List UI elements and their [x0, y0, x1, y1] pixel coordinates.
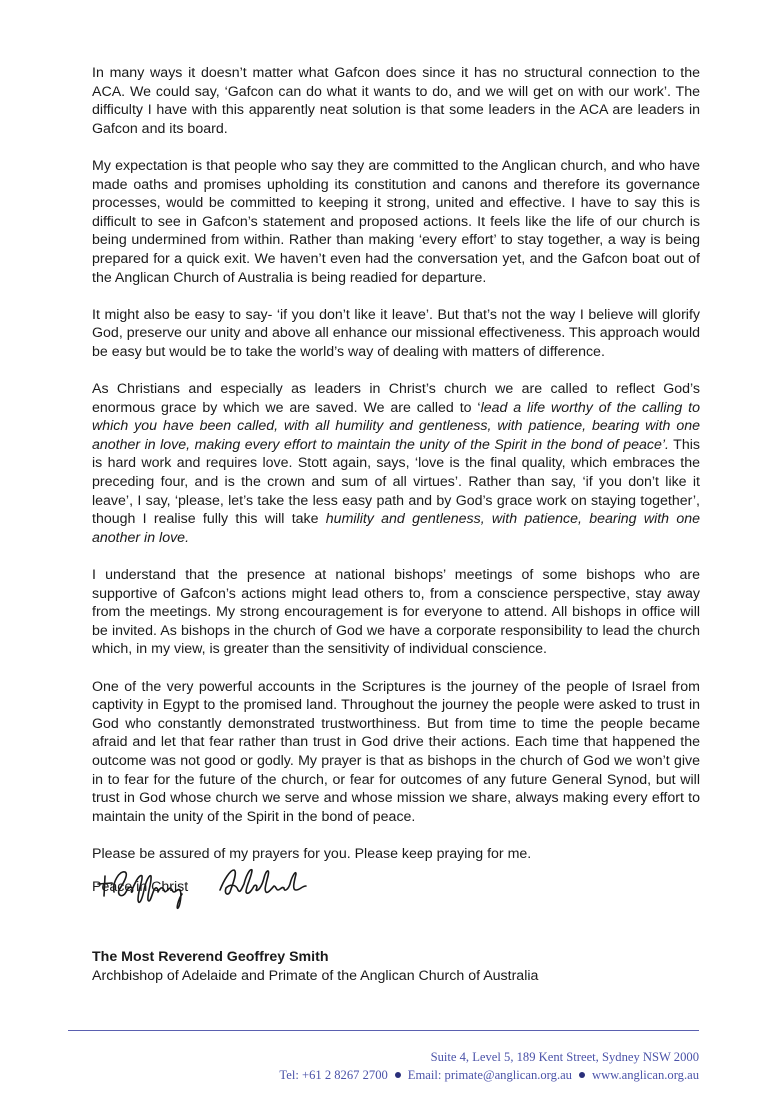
bullet-icon [579, 1072, 585, 1078]
footer [279, 1048, 699, 1084]
signer-title: Archbishop of Adelaide and Primate of the Anglican Church of Australia [92, 967, 539, 984]
signer-block [92, 948, 712, 985]
paragraph-2: My expectation is that people who say they are committed to the Anglican church, and who have made oaths and promises upholding its constitution and canons and therefore its governance processes, would be committed to keeping it strong, united and effective. I have to say this is difficult to see in Gafcon’s statement and proposed actions. It feels like the life of our church is being undermined from within. Rather than making ‘every effort’ to stay together, a way is being prepared for a quick exit. We haven’t even had the conversation yet, and the Gafcon boat out of the Anglican Church of Australia is being readied for departure. [92, 157, 700, 286]
handwritten-signature [92, 856, 322, 912]
letter-body [92, 64, 700, 915]
footer-tel: Tel: +61 2 8267 2700 [279, 1068, 388, 1082]
paragraph-4-quote-2: humility and gentleness, with patience, bearing with one another in love. [92, 511, 700, 546]
closing: Peace in Christ [92, 878, 189, 895]
bullet-icon [395, 1072, 401, 1078]
signer-name: The Most Reverend Geoffrey Smith [92, 949, 329, 965]
footer-email: Email: primate@anglican.org.au [407, 1068, 572, 1082]
paragraph-4-text-a: As Christians and especially as leaders in Christ’s church we are called to reflect God’s enormous grace by which we are saved. We are called to ‘ [92, 381, 700, 416]
paragraph-5: I understand that the presence at national bishops’ meetings of some bishops who are supportive of Gafcon’s actions might lead others to, from a conscience perspective, stay away from the meetings. My strong encouragement is for everyone to attend. All bishops in office will be invited. As bishops in the church of God we have a corporate responsibility to lead the church which, in my view, is greater than the sensitivity of individual conscience. [92, 567, 700, 658]
paragraph-4-quote: lead a life worthy of the calling to which you have been called, with all humility and gentleness, with patience, bearing with one another in love, making every effort to maintain the unity of the Spirit in the bond of peace’. [92, 399, 700, 453]
footer-web: www.anglican.org.au [591, 1068, 699, 1082]
paragraph-6: One of the very powerful accounts in the Scriptures is the journey of the people of Israel from captivity in Egypt to the promised land. Throughout the journey the people were asked to trust in God who constantly demonstrated trustworthiness. But from time to time the people became afraid and let that fear rather than trust in God drive their actions. Each time that happened the outcome was not good or godly. My prayer is that as bishops in the church of God we won’t give in to fear for the future of the church, or fear for outcomes of any future General Synod, but will trust in God whose church we serve and whose mission we share, always making every effort to maintain the unity of the Spirit in the bond of peace. [92, 678, 700, 825]
footer-address: Suite 4, Level 5, 189 Kent Street, Sydney NSW 2000 [430, 1050, 699, 1064]
paragraph-1: In many ways it doesn’t matter what Gafcon does since it has no structural connection to the ACA. We could say, ‘Gafcon can do what it wants to do, and we will get on with our work’. The difficulty I have with this apparently neat solution is that some leaders in the ACA are leaders in Gafcon and its board. [92, 65, 700, 137]
footer-contact [279, 1066, 699, 1084]
paragraph-7: Please be assured of my prayers for you. Please keep praying for me. [92, 845, 532, 862]
footer-divider [68, 1030, 699, 1031]
paragraph-4 [92, 380, 700, 547]
paragraph-4-text-c: This is hard work and requires love. Stott again, says, ‘love is the final quality, which embraces the preceding four, and is the crown and sum of all virtues’. Rather than say, ‘if you don’t like it leave’, I say, ‘please, let’s take the less easy path and by God’s grace work on staying together’, though I realise fully this will take [92, 436, 700, 528]
paragraph-3: It might also be easy to say- ‘if you don’t like it leave’. But that’s not the way I believe will glorify God, preserve our unity and above all enhance our missional effectiveness. This approach would be easy but would be to take the world’s way of dealing with matters of difference. [92, 306, 700, 360]
